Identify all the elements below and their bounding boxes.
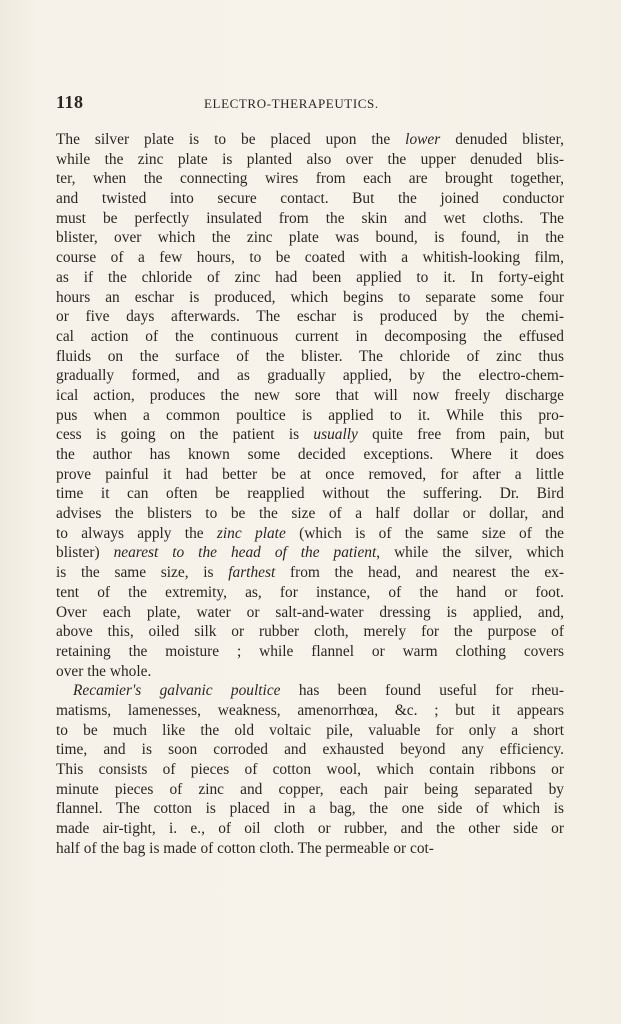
text-run: blister, over which the zinc plate was bound, is found, in the <box>56 229 564 247</box>
text-line <box>56 288 564 308</box>
text-run: as if the chloride of zinc had been applied to it. In forty-eight <box>56 268 564 286</box>
text-line <box>56 484 564 504</box>
italic-run: usually <box>313 426 358 444</box>
text-run: is the same size, is <box>56 564 229 582</box>
text-line <box>56 150 564 170</box>
text-run: while the zinc plate is planted also over the upper denuded blis- <box>56 150 564 168</box>
text-line <box>56 543 564 563</box>
text-line <box>56 406 564 426</box>
body-text <box>56 130 564 858</box>
italic-run: zinc plate <box>216 524 286 542</box>
italic-run: Recamier's galvanic poultice <box>73 682 281 700</box>
text-line <box>56 760 564 780</box>
text-line <box>56 780 564 800</box>
text-line <box>56 228 564 248</box>
text-run: denuded blister, <box>440 131 564 148</box>
text-run: ical action, produces the new sore that will now freely discharge <box>56 386 564 404</box>
text-run: flannel. The cotton is placed in a bag, the one side of which is <box>56 800 564 818</box>
text-line <box>56 681 564 701</box>
text-run: The silver plate is to be placed upon the <box>56 131 406 148</box>
text-run: blister) <box>56 544 114 562</box>
text-line <box>56 366 564 386</box>
text-line <box>56 839 564 859</box>
text-run: prove painful it had better be at once removed, for after a little <box>56 465 564 483</box>
text-line <box>56 425 564 445</box>
text-line <box>56 819 564 839</box>
text-run: cal action of the continuous current in decomposing the effused <box>56 327 564 345</box>
running-head: ELECTRO-THERAPEUTICS. <box>204 96 379 111</box>
text-run: has been found useful for rheu- <box>280 682 564 700</box>
text-line <box>56 327 564 347</box>
text-run: time, and is soon corroded and exhausted beyond any efficiency. <box>56 741 564 759</box>
text-line <box>56 622 564 642</box>
text-run: quite free from pain, but <box>357 426 564 444</box>
text-run: time it can often be reapplied without the suffering. Dr. Bird <box>56 485 564 503</box>
text-line <box>56 130 564 150</box>
text-run: minute pieces of zinc and copper, each pair being separated by <box>56 780 564 798</box>
italic-run: lower <box>405 131 441 148</box>
text-run: This consists of pieces of cotton wool, which contain ribbons or <box>56 761 564 778</box>
text-line <box>56 524 564 544</box>
text-run: hours an eschar is produced, which begins to separate some four <box>56 288 564 306</box>
text-run: or five days afterwards. The eschar is produced by the chemi- <box>56 308 564 326</box>
text-line <box>56 268 564 288</box>
text-run: retaining the moisture ; while flannel or warm clothing covers <box>56 642 564 660</box>
text-line <box>56 209 564 229</box>
text-run: over the whole. <box>56 662 152 680</box>
text-run: (which is of the same size of the <box>285 524 564 542</box>
text-line <box>56 721 564 741</box>
text-run: gradually formed, and as gradually applied, by the electro-chem- <box>56 367 564 385</box>
text-line <box>56 701 564 721</box>
text-run: the author has known some decided exceptions. Where it does <box>56 446 564 463</box>
page-number: 118 <box>56 92 84 112</box>
text-line <box>56 563 564 583</box>
text-run: advises the blisters to be the size of a half dollar or dollar, and <box>56 505 564 523</box>
text-line <box>56 504 564 524</box>
text-run: matisms, lamenesses, weakness, amenorrhœa, &c. ; but it appears <box>56 701 564 719</box>
text-run: course of a few hours, to be coated with a whitish-looking film, <box>56 249 564 267</box>
text-run: Over each plate, water or salt-and-water dressing is applied, and, <box>56 603 564 621</box>
text-line <box>56 465 564 485</box>
text-run: , while the silver, which <box>376 544 564 562</box>
text-line <box>56 386 564 406</box>
page-header <box>56 92 564 114</box>
text-run: cess is going on the patient is <box>56 426 314 444</box>
text-line <box>56 740 564 760</box>
text-line <box>56 662 564 682</box>
text-line <box>56 799 564 819</box>
text-run: to always apply the <box>56 524 217 542</box>
text-run: made air-tight, i. e., of oil cloth or rubber, and the other side or <box>56 820 564 838</box>
text-run: fluids on the surface of the blister. The chloride of zinc thus <box>56 347 564 365</box>
text-run: pus when a common poultice is applied to it. While this pro- <box>56 406 564 424</box>
italic-run: farthest <box>228 564 276 582</box>
text-line <box>56 583 564 603</box>
text-line <box>56 347 564 367</box>
text-run: ter, when the connecting wires from each are brought together, <box>56 170 564 188</box>
text-run: above this, oiled silk or rubber cloth, merely for the purpose of <box>56 623 564 641</box>
text-line <box>56 169 564 189</box>
text-run: and twisted into secure contact. But the joined conductor <box>56 190 564 208</box>
text-line <box>56 307 564 327</box>
text-line <box>56 642 564 662</box>
italic-run: nearest to the head of the patient <box>113 544 377 562</box>
text-run: half of the bag is made of cotton cloth. The permeable or cot- <box>56 839 434 857</box>
text-run: tent of the extremity, as, for instance, of the hand or foot. <box>56 583 564 601</box>
text-run: to be much like the old voltaic pile, valuable for only a short <box>56 721 564 739</box>
text-line <box>56 603 564 623</box>
text-run: from the head, and nearest the ex- <box>275 564 564 582</box>
text-line <box>56 189 564 209</box>
text-line <box>56 248 564 268</box>
text-line <box>56 445 564 465</box>
text-run: must be perfectly insulated from the skin and wet cloths. The <box>56 209 564 227</box>
